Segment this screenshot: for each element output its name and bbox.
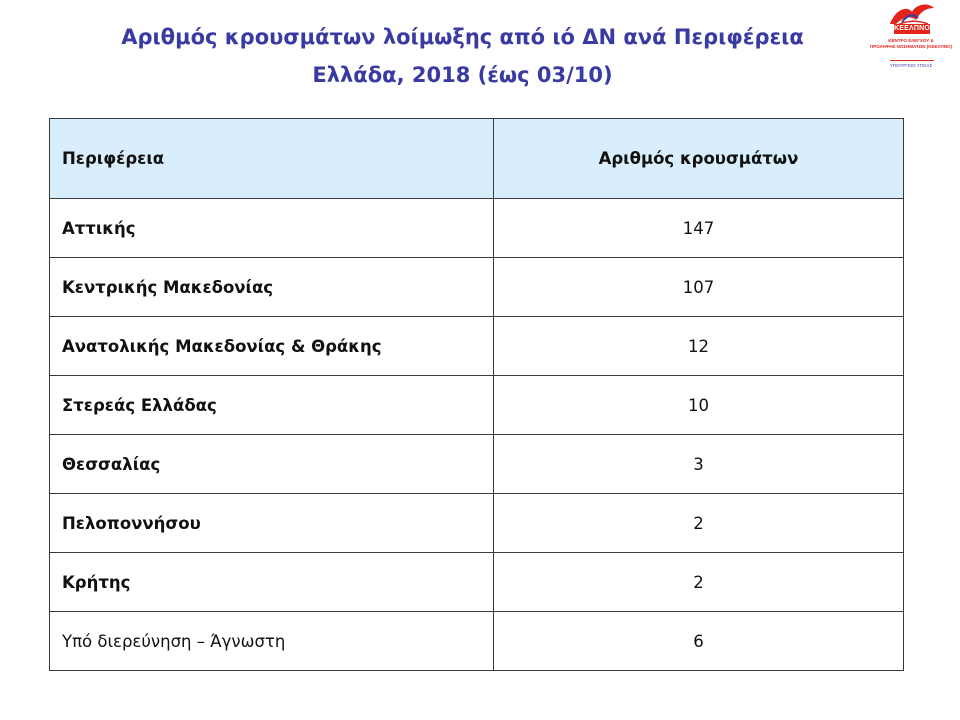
column-header-region: Περιφέρεια xyxy=(50,119,494,199)
table-header-row xyxy=(50,119,904,199)
region-cell: Κεντρικής Μακεδονίας xyxy=(50,258,494,317)
table-row xyxy=(50,494,904,553)
cases-by-region-table xyxy=(49,118,904,671)
table-row xyxy=(50,612,904,671)
cases-cell: 147 xyxy=(494,199,904,258)
table-row xyxy=(50,553,904,612)
logo-divider xyxy=(890,60,934,61)
table-row xyxy=(50,258,904,317)
cases-cell: 6 xyxy=(494,612,904,671)
region-cell: Αττικής xyxy=(50,199,494,258)
column-header-cases: Αριθμός κρουσμάτων xyxy=(494,119,904,199)
cases-cell: 12 xyxy=(494,317,904,376)
logo-text-line-1: ΚΕΝΤΡΟ ΕΛΕΓΧΟΥ & xyxy=(888,38,934,43)
title-line-1: Αριθμός κρουσμάτων λοίμωξης από ιό ΔΝ ανά Περιφέρεια xyxy=(121,25,804,49)
region-cell: Στερεάς Ελλάδας xyxy=(50,376,494,435)
cases-cell: 2 xyxy=(494,494,904,553)
table-row xyxy=(50,435,904,494)
keelpno-logo xyxy=(868,2,954,72)
region-cell: Υπό διερεύνηση – Άγνωστη xyxy=(50,612,494,671)
cases-cell: 3 xyxy=(494,435,904,494)
cases-cell: 10 xyxy=(494,376,904,435)
table-row xyxy=(50,376,904,435)
cases-cell: 2 xyxy=(494,553,904,612)
slide-title xyxy=(40,18,885,94)
table-row xyxy=(50,199,904,258)
region-cell: Κρήτης xyxy=(50,553,494,612)
logo-ministry: ΥΠΟΥΡΓΕΙΟ ΥΓΕΙΑΣ xyxy=(889,63,933,68)
table-row xyxy=(50,317,904,376)
region-cell: Θεσσαλίας xyxy=(50,435,494,494)
title-line-2: Ελλάδα, 2018 (έως 03/10) xyxy=(312,63,613,87)
region-cell: Πελοποννήσου xyxy=(50,494,494,553)
logo-wordmark: ΚΕΕΛΠΝΟ xyxy=(894,25,931,32)
logo-text-line-2: ΠΡΟΛΗΨΗΣ ΝΟΣΗΜΑΤΩΝ (ΚΕΕΛΠΝΟ) xyxy=(869,44,953,49)
region-cell: Ανατολικής Μακεδονίας & Θράκης xyxy=(50,317,494,376)
cases-cell: 107 xyxy=(494,258,904,317)
